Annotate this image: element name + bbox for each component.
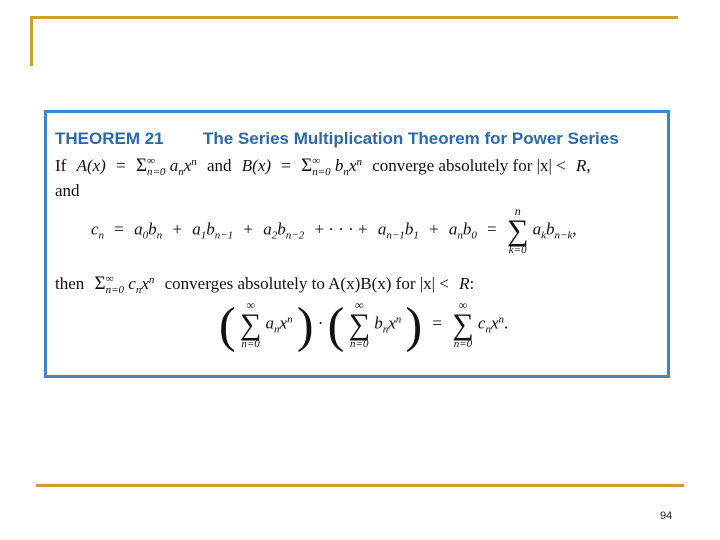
sigma-upper: ∞	[147, 155, 155, 168]
radius-R: R	[576, 156, 587, 175]
math-token: b	[277, 219, 286, 239]
comma: ,	[586, 156, 591, 175]
sum-k	[507, 205, 528, 256]
math-token: n	[382, 323, 389, 336]
math-token: R	[459, 274, 470, 293]
math-token: b	[462, 219, 472, 239]
math-token: a	[134, 219, 143, 239]
term-x-sup: n	[191, 156, 197, 168]
math-token: c	[128, 274, 136, 293]
math-token: n=0	[350, 338, 369, 350]
function-B: B(x)	[241, 156, 272, 175]
math-token: b	[546, 219, 555, 239]
hypothesis-line	[55, 155, 591, 178]
top-decor-line	[30, 16, 678, 19]
math-token: 0	[471, 229, 477, 242]
sigma-symbol: Σ	[135, 155, 147, 176]
math-token: (	[219, 296, 236, 353]
equals-sign: =	[281, 156, 291, 175]
math-token: +	[429, 219, 439, 239]
math-token: n	[395, 313, 402, 326]
math-token: then	[55, 274, 85, 293]
math-token: ·	[317, 313, 324, 333]
math-token: n	[274, 323, 280, 336]
sigma-lower: n=0	[312, 166, 331, 179]
conclusion-line	[55, 273, 474, 296]
sigma-upper: ∞	[312, 155, 321, 168]
sigma-symbol: Σ	[301, 155, 313, 176]
bottom-decor-line	[36, 484, 684, 487]
math-token: + · · · +	[314, 219, 368, 239]
math-token: n	[156, 229, 163, 242]
equals-sign: =	[116, 156, 126, 175]
math-token: c	[477, 313, 486, 333]
math-token: =	[487, 219, 497, 239]
math-token: a	[377, 219, 387, 239]
math-token: n	[135, 284, 142, 296]
math-token: c	[91, 219, 99, 239]
term-x: x	[183, 156, 192, 175]
term-a: a	[169, 156, 179, 175]
math-token: ∑	[348, 308, 370, 341]
math-token: ∞	[458, 298, 468, 312]
math-token: x	[279, 313, 288, 333]
theorem-title: The Series Multiplication Theorem for Power Series	[203, 129, 619, 148]
convergence-condition: converge absolutely for |x| <	[372, 156, 566, 175]
math-token: =	[432, 313, 443, 333]
math-token: ∑	[239, 308, 262, 341]
math-token: (	[327, 296, 345, 353]
math-token: n	[514, 204, 521, 218]
math-token: n	[485, 323, 491, 336]
math-token: n	[98, 229, 105, 242]
math-token: )	[405, 296, 423, 353]
math-token: ∑	[452, 308, 474, 341]
math-token: b	[374, 313, 383, 333]
math-token: b	[148, 219, 157, 239]
math-token: k	[541, 229, 547, 242]
term-b: b	[334, 156, 344, 175]
math-token: 1	[413, 229, 419, 242]
math-token: n−1	[214, 229, 234, 242]
term-b-sub: n	[343, 166, 349, 178]
math-token: ∑	[507, 214, 529, 247]
math-token: a	[192, 219, 201, 239]
math-token: a	[265, 313, 275, 333]
math-token: a	[263, 219, 272, 239]
math-token: n	[287, 313, 293, 326]
math-token: n=0	[453, 338, 473, 350]
math-token: Σ	[94, 273, 106, 294]
math-token: n	[498, 313, 504, 326]
math-token: n−1	[386, 229, 405, 242]
math-token: b	[206, 219, 215, 239]
math-token: +	[172, 219, 182, 239]
page-number: 94	[660, 510, 673, 522]
term-x-sup: n	[356, 156, 362, 168]
math-token: n−2	[285, 229, 305, 242]
math-token: a	[448, 219, 458, 239]
term-a-sub: n	[178, 166, 184, 178]
math-token: b	[404, 219, 414, 239]
theorem-label: THEOREM 21	[55, 129, 164, 148]
word-and: and	[206, 156, 232, 175]
theorem-heading	[55, 129, 619, 149]
math-token: ∞	[354, 298, 364, 312]
function-A: A(x)	[76, 156, 106, 175]
math-token: 1	[200, 229, 207, 242]
math-token: n=0	[105, 284, 125, 297]
math-token: 2	[271, 229, 278, 242]
math-token: .	[504, 313, 509, 333]
math-token: ,	[572, 219, 577, 239]
math-token: ∞	[105, 273, 114, 286]
math-token: :	[469, 274, 475, 293]
cn-equation	[91, 205, 577, 256]
sigma-lower: n=0	[147, 166, 166, 179]
math-token: n	[148, 274, 155, 286]
math-token: ∞	[246, 298, 255, 312]
math-token: x	[388, 313, 396, 333]
math-token: n=0	[241, 338, 260, 350]
math-token: x	[141, 274, 149, 293]
math-token: +	[243, 219, 254, 239]
math-token: =	[114, 219, 124, 239]
product-equation	[219, 296, 509, 353]
left-decor-line	[30, 16, 33, 66]
math-token: n−k	[554, 229, 573, 242]
word-if: If	[55, 156, 67, 175]
math-token: x	[490, 313, 499, 333]
term-x: x	[348, 156, 357, 175]
math-token: k=0	[508, 244, 527, 256]
word-and-line: and	[55, 181, 80, 200]
theorem-box	[44, 110, 670, 378]
math-token: a	[532, 219, 542, 239]
math-token: n	[457, 229, 463, 242]
math-token: )	[296, 296, 314, 353]
math-token: converges absolutely to A(x)B(x) for |x| <	[164, 274, 449, 293]
math-token: 0	[142, 229, 149, 242]
